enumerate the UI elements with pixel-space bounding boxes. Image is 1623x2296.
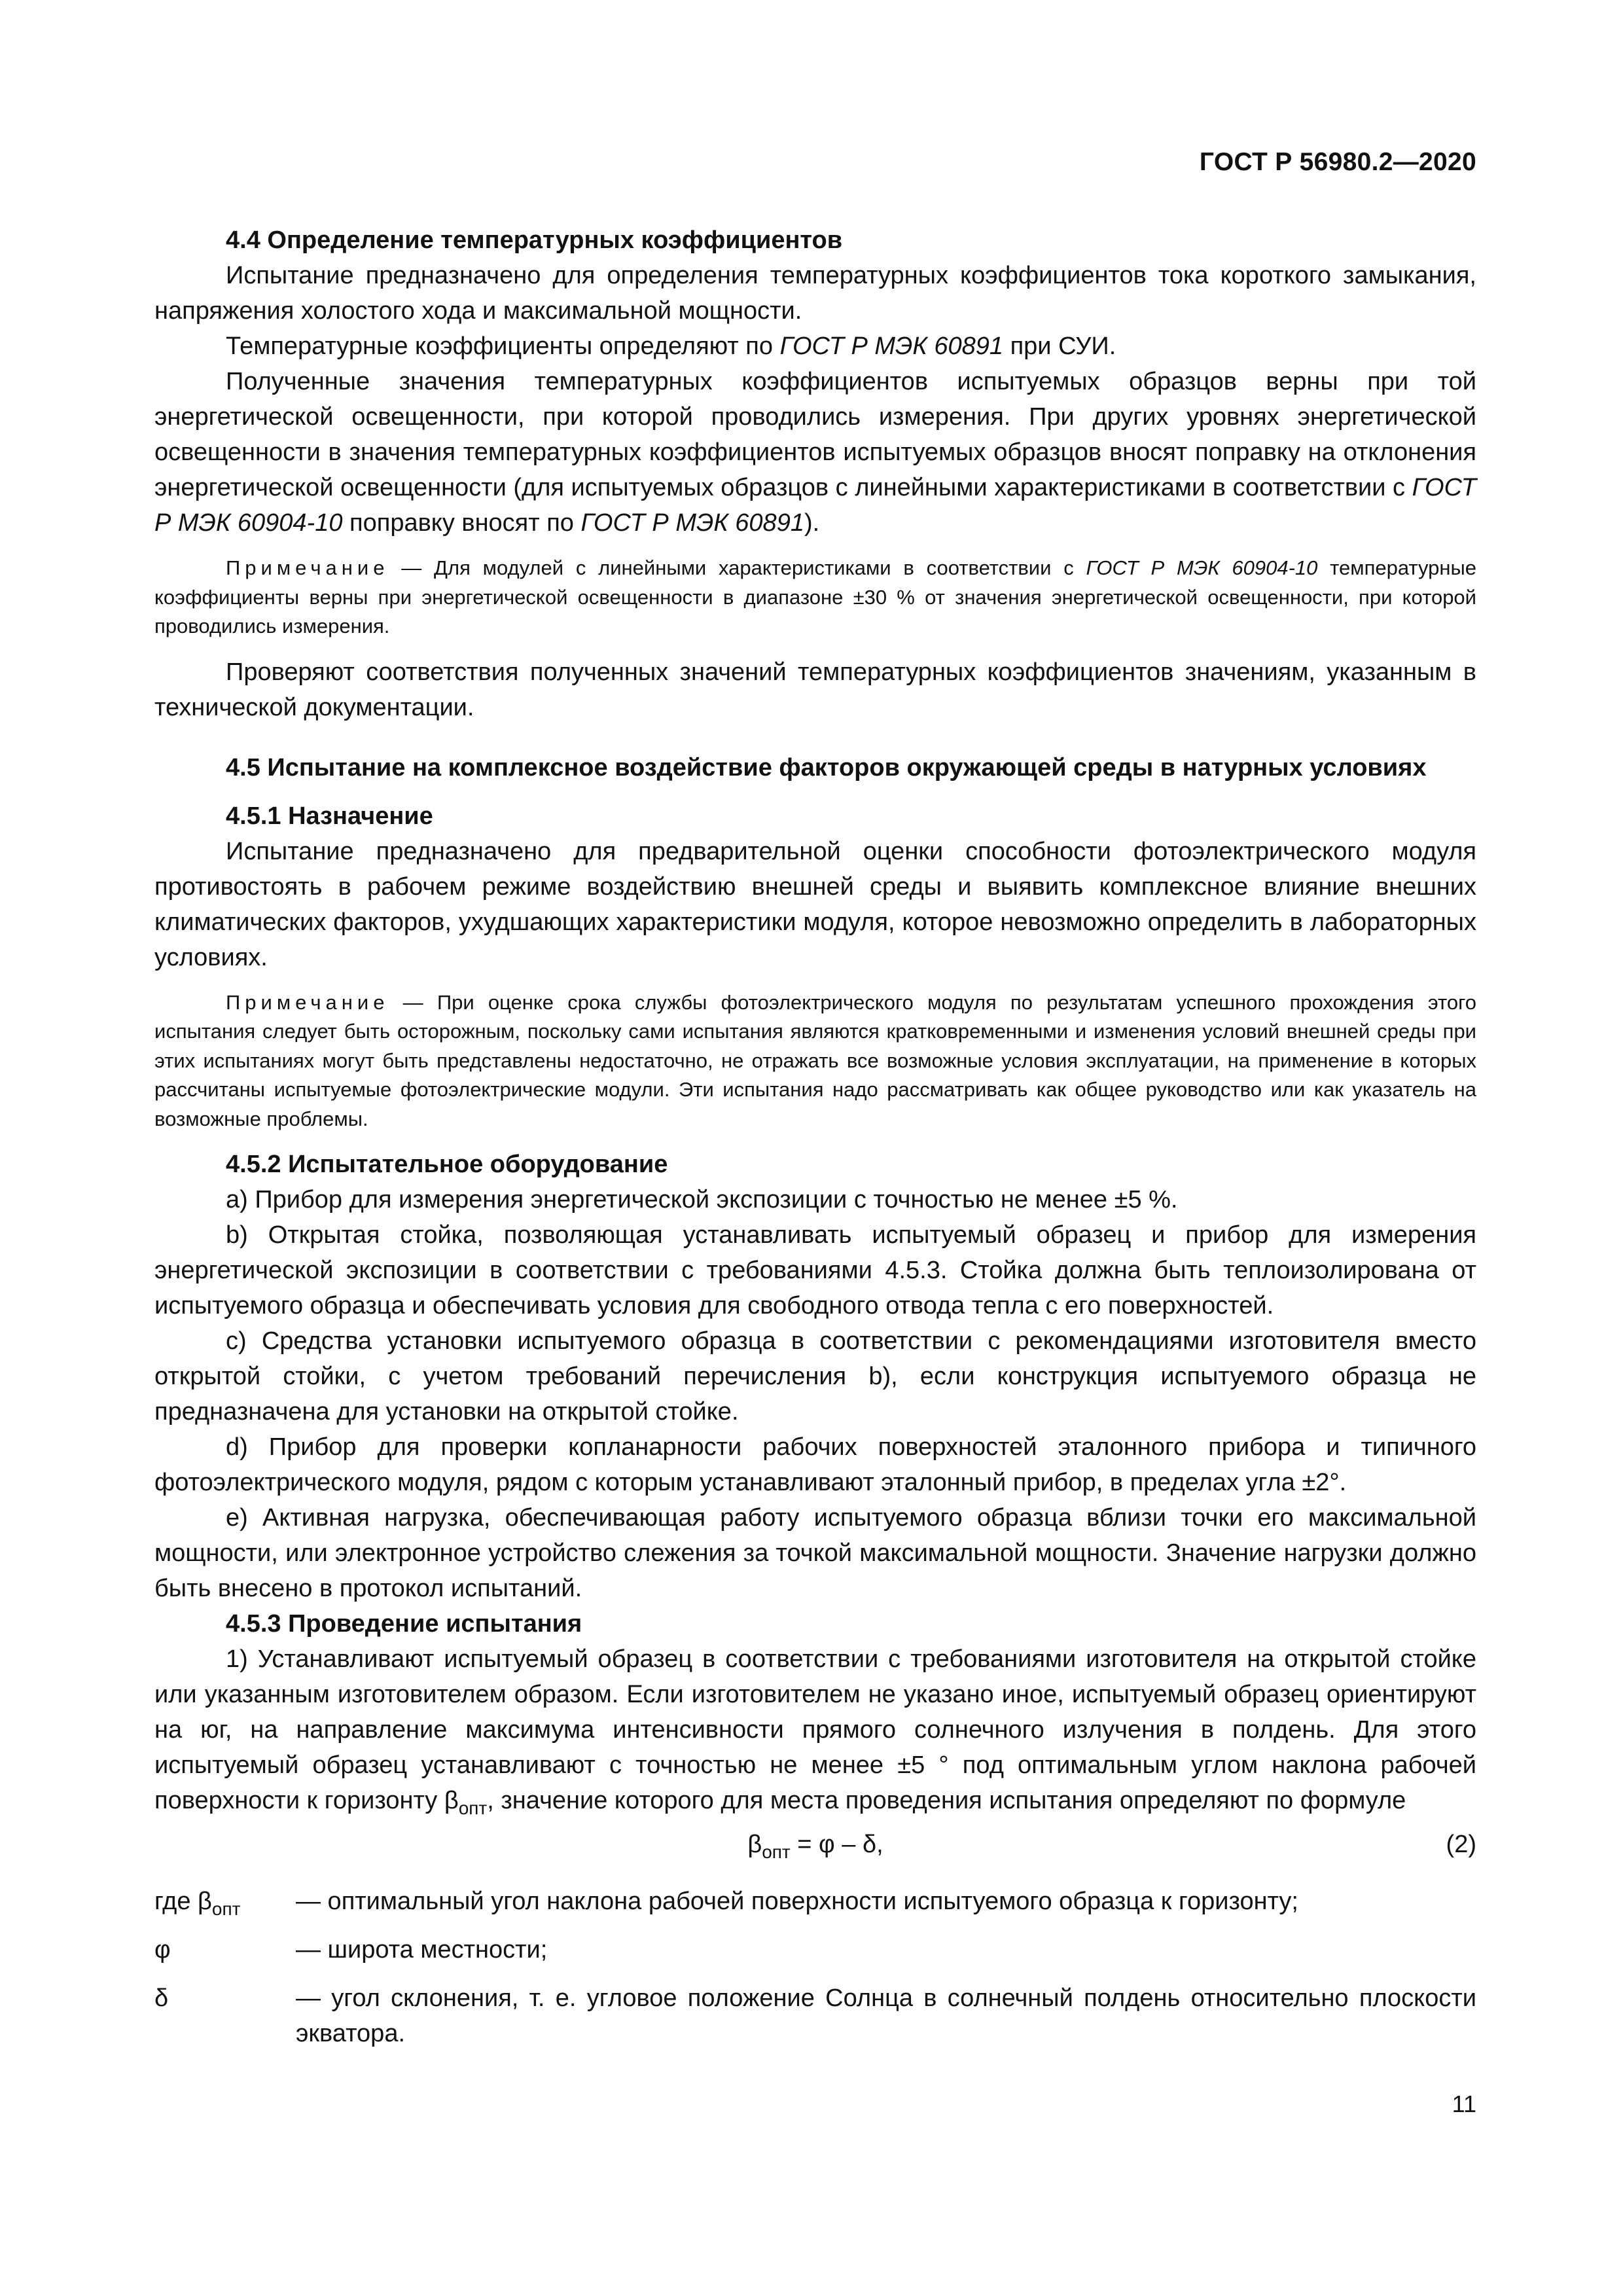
note-label: Примечание bbox=[226, 556, 389, 579]
subscript: опт bbox=[211, 1899, 241, 1919]
symbol-delta: δ bbox=[154, 1984, 169, 2012]
equipment-item-b: b) Открытая стойка, позволяющая устанавливать испытуемый образец и прибор для измерения энергетической экспозиции в соответствии с требованиями 4.5.3. Стойка должна быть теплоизолирована от испытуемого образца и обеспечивать условия для свободного отвода тепла с его поверхностей. bbox=[154, 1221, 1476, 1319]
formula-symbol: β bbox=[747, 1831, 762, 1858]
equipment-item-d: d) Прибор для проверки копланарности рабочих поверхностей эталонного прибора и типичного фотоэлектрического модуля, рядом с которым устанавливают эталонный прибор, в пределах угла ±2°. bbox=[154, 1433, 1476, 1496]
section-4-4-paragraph-3 bbox=[154, 364, 1476, 541]
text-run: 1) Устанавливают испытуемый образец в соответствии с требованиями изготовителя на открытой стойке или указанным изготовителем образом. Если изготовителем не указано иное, испытуемый образец ориентируют на юг, на направление максимума интенсивности прямого солнечного излучения в полдень. Для этого испытуемый образец устанавливают с точностью не менее ±5 ° под оптимальным углом наклона рабочей поверхности к горизонту β bbox=[154, 1645, 1476, 1814]
symbol-beta: β bbox=[198, 1888, 212, 1915]
where-word: где bbox=[154, 1888, 198, 1915]
document-body bbox=[154, 223, 1476, 2051]
definition-beta bbox=[154, 1884, 1476, 1919]
section-4-4-paragraph-4: Проверяют соответствия полученных значений температурных коэффициентов значениям, указанным в технической документации. bbox=[154, 658, 1476, 721]
section-4-5-1-paragraph: Испытание предназначено для предварительной оценки способности фотоэлектрического модуля противостоять в рабочем режиме воздействию внешней среды и выявить комплексное влияние внешних климатических факторов, ухудшающих характеристики модуля, которое невозможно определить в лабораторных условиях. bbox=[154, 837, 1476, 971]
standard-reference: ГОСТ Р МЭК 60904-10 bbox=[1086, 556, 1318, 579]
section-4-5-2-heading: 4.5.2 Испытательное оборудование bbox=[226, 1151, 668, 1178]
definition-text: — угол склонения, т. е. угловое положение Солнца в солнечный полдень относительно плоскости экватора. bbox=[296, 1984, 1476, 2047]
definition-phi bbox=[154, 1932, 1476, 1967]
document-code-header: ГОСТ Р 56980.2—2020 bbox=[1199, 148, 1476, 176]
subscript: опт bbox=[458, 1798, 488, 1818]
equipment-item-e: e) Активная нагрузка, обеспечивающая работу испытуемого образца вблизи точки его максимальной мощности, или электронное устройство слежения за точкой максимальной мощности. Значение нагрузки должно быть внесено в протокол испытаний. bbox=[154, 1504, 1476, 1602]
formula-rhs: = φ – δ, bbox=[790, 1831, 883, 1858]
subscript: опт bbox=[762, 1842, 791, 1862]
text-run: — При оценке срока службы фотоэлектрического модуля по результатам успешного прохождения этого испытания следует быть осторожным, поскольку сами испытания являются кратковременными и изменения условий внешней среды при этих испытаниях могут быть представлены недостаточно, не отражать все возможные условия эксплуатации, на применение в которых рассчитаны испытуемые фотоэлектрические модули. Эти испытания надо рассматривать как общее руководство или как указатель на возможные проблемы. bbox=[154, 990, 1476, 1130]
formula-expression bbox=[154, 1818, 1476, 1871]
formula-number: (2) bbox=[1446, 1831, 1476, 1858]
section-4-5-heading: 4.5 Испытание на комплексное воздействие факторов окружающей среды в натурных условиях bbox=[226, 753, 1427, 781]
text-run: ). bbox=[804, 509, 820, 537]
section-4-4-note bbox=[154, 554, 1476, 641]
equipment-item-c: c) Средства установки испытуемого образца в соответствии с рекомендациями изготовителя вместо открытой стойки, с учетом требований перечисления b), если конструкция испытуемого образца не предназначена для установки на открытой стойке. bbox=[154, 1327, 1476, 1426]
standard-reference: ГОСТ Р МЭК 60904-10 bbox=[154, 474, 1476, 537]
definition-symbol bbox=[154, 1884, 296, 1919]
document-page bbox=[154, 0, 1476, 2296]
section-4-5-1-note bbox=[154, 988, 1476, 1134]
section-4-5-1-heading: 4.5.1 Назначение bbox=[226, 802, 433, 830]
note-label: Примечание bbox=[226, 990, 389, 1014]
standard-reference: ГОСТ Р МЭК 60891 bbox=[580, 509, 804, 537]
text-run: Полученные значения температурных коэффициентов испытуемых образцов верны при той энергетической освещенности, при которой проводились измерения. При других уровнях энергетической освещенности в значения температурных коэффициентов испытуемых образцов вносят поправку на отклонения энергетической освещенности (для испытуемых образцов с линейными характеристиками в соответствии с bbox=[154, 368, 1476, 501]
section-4-5-3-heading: 4.5.3 Проведение испытания bbox=[226, 1610, 582, 1638]
section-4-4-paragraph-1: Испытание предназначено для определения температурных коэффициентов тока короткого замыкания, напряжения холостого хода и максимальной мощности. bbox=[154, 262, 1476, 325]
page-number: 11 bbox=[1452, 2090, 1476, 2117]
section-4-4-paragraph-2 bbox=[154, 329, 1476, 364]
definition-text: — оптимальный угол наклона рабочей поверхности испытуемого образца к горизонту; bbox=[296, 1888, 1298, 1915]
section-4-5-3-step-1 bbox=[154, 1641, 1476, 1818]
text-run: температурные коэффициенты верны при энергетической освещенности в диапазоне ±30 % от значения энергетической освещенности, при которой проводились измерения. bbox=[154, 556, 1476, 637]
section-4-4-heading: 4.4 Определение температурных коэффициентов bbox=[226, 226, 843, 254]
definition-delta bbox=[154, 1981, 1476, 2051]
text-run: при СУИ. bbox=[1003, 332, 1116, 360]
text-run: поправку вносят по bbox=[342, 509, 581, 537]
text-run: — Для модулей с линейными характеристиками в соответствии с bbox=[389, 556, 1086, 579]
standard-reference: ГОСТ Р МЭК 60891 bbox=[779, 332, 1004, 360]
text-run: , значение которого для места проведения испытания определяют по формуле bbox=[487, 1787, 1406, 1814]
formula-2 bbox=[154, 1818, 1476, 1871]
symbol-phi: φ bbox=[154, 1936, 171, 1964]
equipment-item-a: a) Прибор для измерения энергетической экспозиции с точностью не менее ±5 %. bbox=[226, 1186, 1178, 1213]
definition-text: — широта местности; bbox=[296, 1936, 548, 1964]
text-run: Температурные коэффициенты определяют по bbox=[226, 332, 780, 360]
